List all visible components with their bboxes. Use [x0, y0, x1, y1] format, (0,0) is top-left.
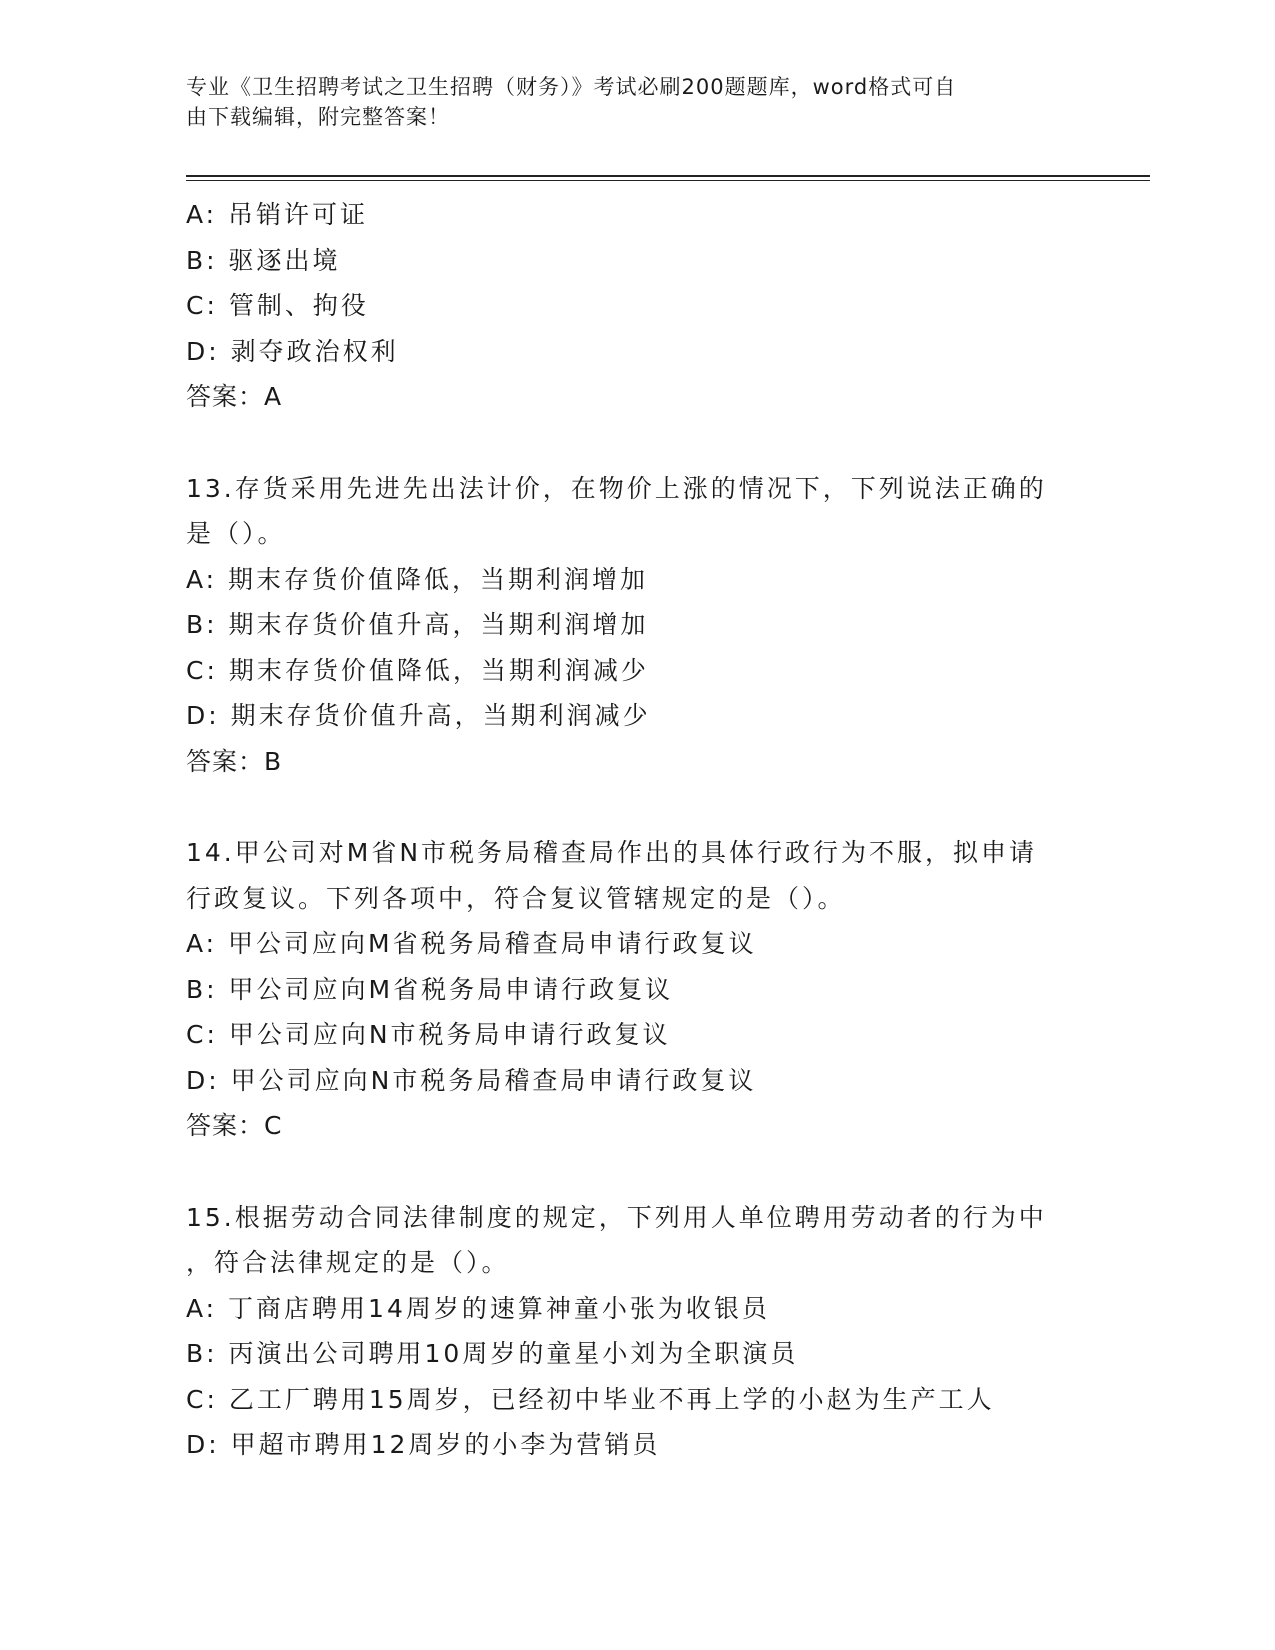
question-list: [186, 192, 1086, 1468]
option-a: A: 甲公司应向M省税务局稽查局申请行政复议: [186, 929, 757, 958]
option-c: C: 甲公司应向N市税务局申请行政复议: [186, 1020, 671, 1049]
answer-line: 答案：C: [186, 1111, 283, 1140]
question-12-continuation: [186, 192, 1086, 420]
option-b: B: 期末存货价值升高，当期利润增加: [186, 610, 649, 639]
option-d: D: 剥夺政治权利: [186, 336, 399, 366]
header-line-1: 专业《卫生招聘考试之卫生招聘（财务）》考试必刷200题题库，word格式可自: [186, 75, 957, 99]
option-b: B: 甲公司应向M省税务局申请行政复议: [186, 974, 674, 1004]
option-c: C: 乙工厂聘用15周岁，已经初中毕业不再上学的小赵为生产工人: [186, 1384, 995, 1414]
option-c: C: 管制、拘役: [186, 291, 369, 320]
option-b: B: 丙演出公司聘用10周岁的童星小刘为全职演员: [186, 1339, 799, 1368]
spacer: [186, 1149, 1086, 1195]
answer-line: 答案：B: [186, 746, 283, 776]
header-rule-thin: [186, 180, 1150, 181]
answer-line: 答案：A: [186, 382, 283, 411]
option-a: A: 丁商店聘用14周岁的速算神童小张为收银员: [186, 1293, 770, 1323]
option-c: C: 期末存货价值降低，当期利润减少: [186, 655, 649, 685]
option-a: A: 吊销许可证: [186, 200, 369, 229]
spacer: [186, 784, 1086, 830]
question-text-line-2: 是（）。: [186, 519, 286, 548]
option-d: D: 期末存货价值升高，当期利润减少: [186, 701, 651, 730]
question-14: [186, 830, 1086, 1149]
question-text-line-1: 13.存货采用先进先出法计价，在物价上涨的情况下，下列说法正确的: [186, 473, 1047, 503]
question-text-line-1: 15.根据劳动合同法律制度的规定，下列用人单位聘用劳动者的行为中: [186, 1202, 1047, 1232]
question-13: [186, 466, 1086, 785]
header-rule-thick: [186, 175, 1150, 177]
option-d: D: 甲超市聘用12周岁的小李为营销员: [186, 1430, 661, 1459]
question-text-line-2: 行政复议。下列各项中，符合复议管辖规定的是（）。: [186, 883, 846, 913]
header-line-2: 由下载编辑，附完整答案！: [186, 105, 450, 129]
spacer: [186, 420, 1086, 466]
option-d: D: 甲公司应向N市税务局稽查局申请行政复议: [186, 1065, 757, 1095]
option-a: A: 期末存货价值降低，当期利润增加: [186, 564, 649, 594]
question-text-line-1: 14.甲公司对M省N市税务局稽查局作出的具体行政行为不服，拟申请: [186, 838, 1038, 867]
question-text-line-2: ，符合法律规定的是（）。: [186, 1248, 510, 1277]
document-header: [186, 72, 1066, 132]
option-b: B: 驱逐出境: [186, 245, 341, 275]
question-15: [186, 1195, 1086, 1468]
